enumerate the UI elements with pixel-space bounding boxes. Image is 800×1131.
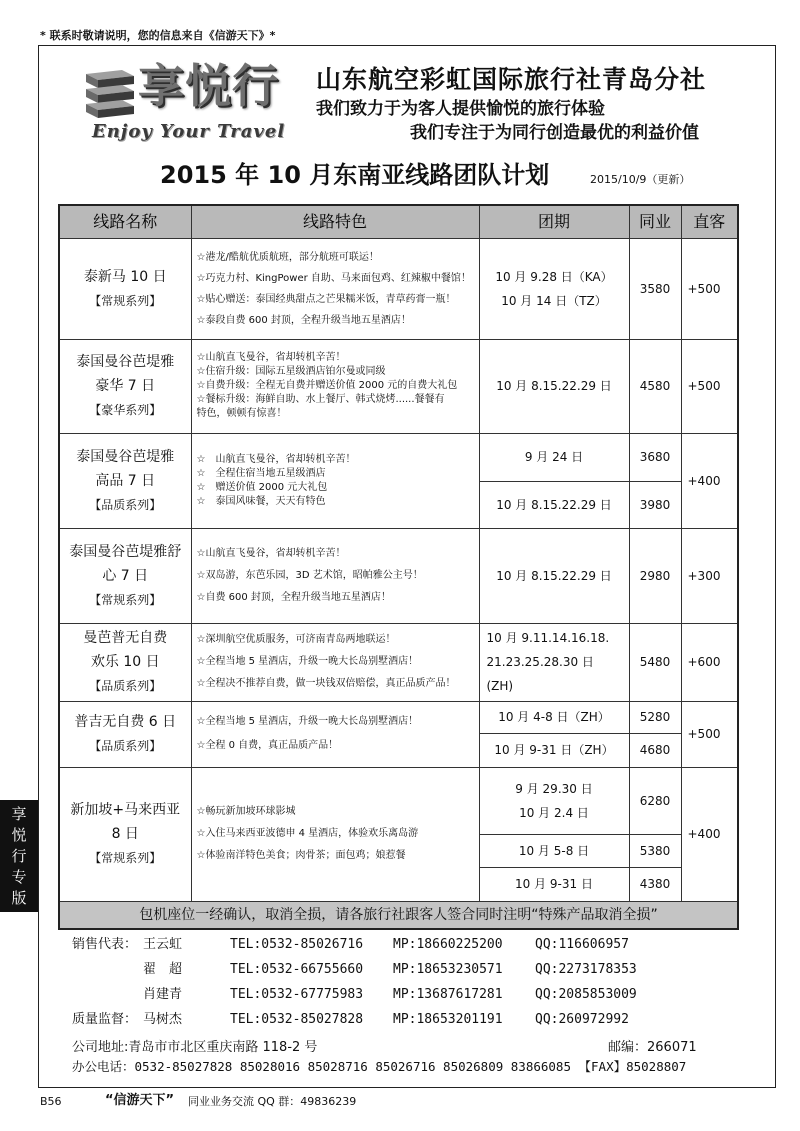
side-tab-label: 享悦行专版	[11, 804, 27, 907]
table-row	[59, 433, 738, 481]
route-name-cell	[59, 433, 191, 528]
departure-date: (ZH)	[486, 679, 514, 693]
table-row	[59, 339, 738, 433]
direct-customer-markup: +500	[681, 701, 738, 767]
page-title: 2015 年 10 月东南亚线路团队计划	[160, 161, 550, 189]
sales-label: 销售代表：	[72, 937, 138, 952]
route-name-cell	[59, 767, 191, 901]
company-name: 山东航空彩虹国际旅行社青岛分社	[316, 65, 707, 94]
departure-date: 10 月 14 日（TZ）	[501, 293, 607, 308]
feature-line: ☆ 山航直飞曼谷，省却转机辛苦！	[196, 453, 356, 465]
departure-date: 10 月 9.28 日（KA）	[495, 269, 613, 284]
feature-line: ☆住宿升级：国际五星级酒店铂尔曼或同级	[196, 366, 386, 377]
trade-price: 5480	[629, 623, 681, 701]
column-header-dates: 团期	[479, 205, 629, 238]
contact-tel: TEL:0532-85027828	[230, 1012, 364, 1027]
feature-line: ☆畅玩新加坡环球影城	[196, 806, 296, 817]
route-features-cell	[191, 339, 479, 433]
route-name: 泰新马 10 日	[83, 268, 167, 285]
column-header-trade-price: 同业	[629, 205, 681, 238]
departure-dates-cell	[479, 701, 629, 733]
cancellation-note: 包机座位一经确认，取消全损，请各旅行社跟客人签合同时注明“特殊产品取消全损”	[59, 901, 738, 929]
feature-line: ☆巧克力村、KingPower 自助、马来面包鸡、红辣椒中餐馆！	[196, 272, 471, 284]
page-number: B56	[40, 1095, 62, 1108]
route-name: 心 7 日	[102, 567, 149, 584]
departure-dates-cell	[479, 867, 629, 901]
direct-customer-markup: +600	[681, 623, 738, 701]
route-name: 泰国曼谷芭堤雅	[76, 354, 175, 370]
departure-dates-cell	[479, 433, 629, 481]
contact-mobile: MP:13687617281	[393, 987, 503, 1002]
trade-price: 3580	[629, 238, 681, 339]
departure-date: 10 月 8.15.22.29 日	[496, 497, 612, 512]
departure-date: 10 月 9.11.14.16.18.	[486, 631, 610, 645]
slogan-2: 我们专注于为同行创造最优的利益价值	[410, 123, 699, 143]
departure-dates-cell	[479, 238, 629, 339]
source-notice: * 联系时敬请说明，您的信息来自《信游天下》*	[40, 29, 276, 42]
route-name: 新加坡+马来西亚	[70, 802, 181, 818]
feature-line: ☆自费 600 封顶，全程升级当地五星酒店！	[196, 591, 391, 603]
route-name: 豪华 7 日	[95, 378, 156, 394]
table-row	[59, 767, 738, 834]
trade-price: 6280	[629, 767, 681, 834]
departure-date: 10 月 5-8 日	[518, 843, 590, 858]
slogan-1: 我们致力于为客人提供愉悦的旅行体验	[316, 99, 605, 119]
direct-customer-markup: +400	[681, 767, 738, 901]
feature-line: ☆全程当地 5 星酒店，升级一晚大长岛别墅酒店！	[196, 656, 419, 667]
departure-dates-cell	[479, 481, 629, 528]
feature-line: ☆全程当地 5 星酒店，升级一晚大长岛别墅酒店！	[196, 716, 419, 727]
route-series: 【品质系列】	[89, 679, 162, 693]
contact-qq: QQ:116606957	[535, 937, 629, 952]
feature-line: ☆全程决不推荐自费，做一块钱双倍赔偿，真正品质产品！	[196, 678, 456, 689]
postcode: 邮编：266071	[608, 1040, 697, 1055]
side-tab	[0, 800, 38, 912]
contact-name: 王云虹	[143, 937, 183, 952]
departure-date: 10 月 8.15.22.29 日	[496, 379, 612, 393]
route-series: 【常规系列】	[89, 293, 162, 308]
feature-line: ☆体验南洋特色美食；肉骨茶；面包鸡；娘惹餐	[196, 850, 406, 861]
route-name: 欢乐 10 日	[90, 654, 160, 670]
feature-line: ☆港龙/酷航优质航班，部分航班可联运！	[196, 251, 379, 263]
column-header-features: 线路特色	[191, 205, 479, 238]
feature-line: ☆泰段自费 600 封顶，全程升级当地五星酒店！	[196, 314, 411, 326]
route-name: 8 日	[111, 826, 139, 842]
table-row	[59, 238, 738, 339]
route-features-cell	[191, 701, 479, 767]
departure-dates-cell	[479, 733, 629, 767]
company-address: 公司地址:青岛市市北区重庆南路 118-2 号	[72, 1040, 318, 1055]
stacked-books-icon	[84, 68, 136, 120]
trade-price: 3980	[629, 481, 681, 528]
route-name: 泰国曼谷芭堤雅舒	[69, 543, 182, 560]
route-name-cell	[59, 701, 191, 767]
route-series: 【品质系列】	[89, 497, 162, 512]
departure-dates-cell	[479, 834, 629, 867]
departure-dates-cell	[479, 623, 629, 701]
footer-brand: “信游天下”	[105, 1093, 175, 1108]
route-features-cell	[191, 767, 479, 901]
departure-date: 10 月 9-31 日（ZH）	[494, 743, 614, 757]
direct-customer-markup: +400	[681, 433, 738, 528]
route-name: 高品 7 日	[95, 472, 156, 489]
direct-customer-markup: +500	[681, 238, 738, 339]
departure-date: 21.23.25.28.30 日	[486, 655, 594, 669]
table-row	[59, 528, 738, 623]
route-table	[58, 204, 739, 930]
route-name-cell	[59, 528, 191, 623]
feature-line: ☆餐标升级：海鲜自助、水上餐厅、韩式烧烤......餐餐有	[196, 394, 445, 405]
contact-qq: QQ:2085853009	[535, 987, 637, 1002]
logo-tagline: Enjoy Your Travel	[92, 121, 286, 142]
feature-line: 特色，顿顿有惊喜！	[196, 408, 287, 419]
table-row	[59, 701, 738, 733]
feature-line: ☆自费升级：全程无自费并赠送价值 2000 元的自费大礼包	[196, 380, 458, 391]
feature-line: ☆ 赠送价值 2000 元大礼包	[196, 481, 328, 493]
route-series: 【常规系列】	[89, 851, 162, 865]
contact-mobile: MP:18653201191	[393, 1012, 503, 1027]
logo-name: 享悦行	[138, 59, 279, 113]
route-series: 【豪华系列】	[89, 403, 162, 417]
table-row	[59, 623, 738, 701]
route-name-cell	[59, 238, 191, 339]
route-features-cell	[191, 528, 479, 623]
departure-dates-cell	[479, 767, 629, 834]
direct-customer-markup: +300	[681, 528, 738, 623]
departure-date: 10 月 4-8 日（ZH）	[498, 710, 610, 724]
departure-dates-cell	[479, 528, 629, 623]
feature-line: ☆山航直飞曼谷，省却转机辛苦！	[196, 547, 346, 559]
route-features-cell	[191, 433, 479, 528]
contact-mobile: MP:18660225200	[393, 937, 503, 952]
supervisor-label: 质量监督：	[72, 1012, 138, 1027]
table-header-row	[59, 205, 738, 238]
office-phone: 办公电话：0532-85027828 85028016 85028716 85026716 85026809 83866085 【FAX】85028807	[72, 1059, 687, 1074]
feature-line: ☆贴心赠送：泰国经典甜点之芒果糯米饭，青草药膏一瓶！	[196, 293, 456, 305]
trade-price: 5280	[629, 701, 681, 733]
table-footer-row	[59, 901, 738, 929]
departure-date: 10 月 2.4 日	[519, 805, 589, 820]
route-name-cell	[59, 339, 191, 433]
departure-date: 9 月 24 日	[524, 450, 584, 464]
contact-tel: TEL:0532-85026716	[230, 937, 364, 952]
feature-line: ☆全程 0 自费，真正品质产品！	[196, 740, 339, 751]
trade-price: 4380	[629, 867, 681, 901]
column-header-direct-customer: 直客	[681, 205, 738, 238]
trade-price: 3680	[629, 433, 681, 481]
trade-price: 5380	[629, 834, 681, 867]
updated-date: 2015/10/9（更新）	[590, 173, 691, 186]
feature-line: ☆ 全程住宿当地五星级酒店	[196, 467, 326, 479]
contact-qq: QQ:2273178353	[535, 962, 637, 977]
contact-tel: TEL:0532-66755660	[230, 962, 364, 977]
feature-line: ☆山航直飞曼谷，省却转机辛苦！	[196, 352, 346, 363]
departure-date: 10 月 8.15.22.29 日	[496, 568, 612, 583]
contact-name: 马树杰	[143, 1012, 183, 1027]
trade-price: 2980	[629, 528, 681, 623]
departure-dates-cell	[479, 339, 629, 433]
departure-date: 10 月 9-31 日	[515, 877, 593, 891]
route-features-cell	[191, 238, 479, 339]
contact-name: 翟 超	[143, 962, 183, 977]
route-name: 曼芭普无自费	[83, 630, 168, 646]
feature-line: ☆深圳航空优质服务，可济南青岛两地联运！	[196, 634, 396, 645]
contact-name: 肖建青	[143, 987, 183, 1002]
feature-line: ☆双岛游，东芭乐园，3D 艺术馆，昭帕雅公主号！	[196, 569, 423, 581]
route-features-cell	[191, 623, 479, 701]
qq-group: 同业业务交流 QQ 群：49836239	[188, 1095, 357, 1108]
feature-line: ☆ 泰国风味餐，天天有特色	[196, 495, 326, 507]
direct-customer-markup: +500	[681, 339, 738, 433]
trade-price: 4680	[629, 733, 681, 767]
route-name: 泰国曼谷芭堤雅	[76, 448, 175, 465]
departure-date: 9 月 29.30 日	[515, 781, 593, 796]
feature-line: ☆入住马来西亚波德申 4 星酒店，体验欢乐离岛游	[196, 828, 419, 839]
logo	[80, 60, 290, 150]
contact-mobile: MP:18653230571	[393, 962, 503, 977]
route-name-cell	[59, 623, 191, 701]
route-series: 【品质系列】	[89, 739, 162, 753]
contact-qq: QQ:260972992	[535, 1012, 629, 1027]
trade-price: 4580	[629, 339, 681, 433]
route-name: 普吉无自费 6 日	[74, 714, 177, 730]
route-series: 【常规系列】	[89, 592, 162, 607]
column-header-route-name: 线路名称	[59, 205, 191, 238]
contact-tel: TEL:0532-67775983	[230, 987, 364, 1002]
